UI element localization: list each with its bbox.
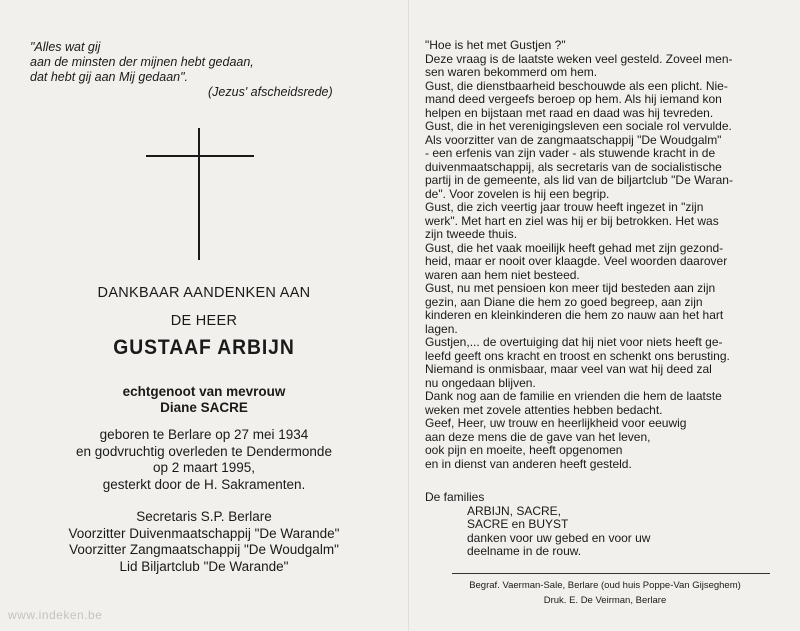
families-label: De families xyxy=(425,490,485,504)
date-line: gesterkt door de H. Sakramenten. xyxy=(102,476,306,492)
text-line: Deze vraag is de laatste weken veel gesteld. Zoveel men- xyxy=(425,51,733,66)
families-block xyxy=(425,491,785,559)
family-names-line: ARBIJN, SACRE, xyxy=(467,503,562,518)
text-line: "Hoe is het met Gustjen ?" xyxy=(425,38,566,52)
title-line: DE HEER xyxy=(170,313,238,329)
text-line: Als voorzitter van de zangmaatschappij "De Woudgalm" xyxy=(425,132,722,147)
text-line: Gustjen,... de overtuiging dat hij niet voor niets heeft ge- xyxy=(425,335,723,349)
cross-horizontal-bar xyxy=(146,155,254,157)
right-page xyxy=(410,0,800,631)
date-line: op 2 maart 1995, xyxy=(152,460,256,475)
functions-list xyxy=(0,509,408,575)
thanks-line: deelname in de rouw. xyxy=(467,544,582,558)
text-line: - een erfenis van zijn vader - als stuwende kracht in de xyxy=(425,146,716,160)
text-line: nu ongedaan blijven. xyxy=(425,375,536,390)
divider xyxy=(452,573,770,574)
function-line: Voorzitter Duivenmaatschappij "De Warande" xyxy=(68,525,340,541)
quote-line: "Alles wat gij xyxy=(30,40,101,54)
function-line: Lid Biljartclub "De Warande" xyxy=(119,558,289,574)
quote-line: aan de minsten der mijnen hebt gedaan, xyxy=(30,55,254,69)
text-line: Niemand is onmisbaar, maar veel van wat hij deed zal xyxy=(425,362,712,376)
bible-quote xyxy=(30,40,390,100)
date-line: geboren te Berlare op 27 mei 1934 xyxy=(99,427,309,442)
text-line: Gust, die in het verenigingsleven een sociale rol vervulde. xyxy=(425,119,732,133)
spouse-name: Diane SACRE xyxy=(160,400,248,415)
function-line: Secretaris S.P. Berlare xyxy=(136,509,272,524)
text-line: Gust, die dienstbaarheid beschouwde als een plicht. Nie- xyxy=(425,78,728,93)
deceased-name: GUSTAAF ARBIJN xyxy=(113,336,295,359)
watermark: www.indeken.be xyxy=(8,608,103,622)
spouse-label: echtgenoot van mevrouw xyxy=(122,384,286,399)
funeral-home-credit: Begraf. Vaerman-Sale, Berlare (oud huis Poppe-Van Gijseghem) xyxy=(469,580,741,591)
text-line: sen waren bekommerd om hem. xyxy=(425,65,598,79)
text-line: en in dienst van anderen heeft gesteld. xyxy=(425,456,632,471)
text-line: heid, maar er nooit over klaagde. Veel woorden daarover xyxy=(425,254,728,268)
text-line: ook pijn en moeite, heeft opgenomen xyxy=(425,443,623,457)
printer-credit: Druk. E. De Veirman, Berlare xyxy=(543,595,667,606)
text-line: mand deed vergeefs beroep op hem. Als hij iemand kon xyxy=(425,92,722,106)
text-line: Dank nog aan de familie en vrienden die hem de laatste xyxy=(425,389,722,403)
thanks-line: danken voor uw gebed en voor uw xyxy=(467,530,651,545)
text-line: waren aan hem niet besteed. xyxy=(425,267,580,282)
text-line: Geef, Heer, uw trouw en heerlijkheid voor eeuwig xyxy=(425,416,687,430)
text-line: Gust, die het vaak moeilijk heeft gehad met zijn gezond- xyxy=(425,240,724,255)
text-line: Gust, nu met pensioen kon meer tijd besteden aan zijn xyxy=(425,281,716,295)
text-line: partij in de gemeente, als lid van de biljartclub "De Waran- xyxy=(425,173,733,187)
text-line: lagen. xyxy=(425,321,458,336)
text-line: werk". Met hart en ziel was hij er bij betrokken. Het was xyxy=(425,213,719,228)
function-line: Voorzitter Zangmaatschappij "De Woudgalm" xyxy=(69,542,339,557)
remembrance-heading: DANKBAAR AANDENKEN AAN xyxy=(97,285,311,301)
text-line: Gust, die zich veertig jaar trouw heeft ingezet in "zijn xyxy=(425,200,704,214)
text-line: duivenmaatschappij, als secretaris van de socialistische xyxy=(425,159,722,174)
tribute-text xyxy=(425,39,785,471)
text-line: zijn tweede thuis. xyxy=(425,227,518,241)
family-names-line: SACRE en BUYST xyxy=(467,517,569,531)
text-line: kinderen en kleinkinderen die hem zo nauw aan het hart xyxy=(425,308,724,322)
text-line: weken met zovele attenties hebben bedacht. xyxy=(425,402,663,417)
cross-vertical-bar xyxy=(198,128,200,260)
text-line: gezin, aan Diane die hem zo goed begreep, aan zijn xyxy=(425,294,703,309)
quote-line: dat hebt gij aan Mij gedaan". xyxy=(30,70,189,84)
quote-source: (Jezus' afscheidsrede) xyxy=(208,85,333,99)
cross-icon xyxy=(146,128,254,260)
date-line: en godvruchtig overleden te Dendermonde xyxy=(76,443,332,459)
text-line: aan deze mens die de gave van het leven, xyxy=(425,429,651,444)
life-dates xyxy=(0,427,408,493)
text-line: leefd geeft ons kracht en troost en schenkt ons berusting. xyxy=(425,348,730,363)
text-line: helpen en bijstaan met raad en daad was hij tevreden. xyxy=(425,105,714,120)
text-line: de". Voor zovelen is hij een begrip. xyxy=(425,186,610,201)
